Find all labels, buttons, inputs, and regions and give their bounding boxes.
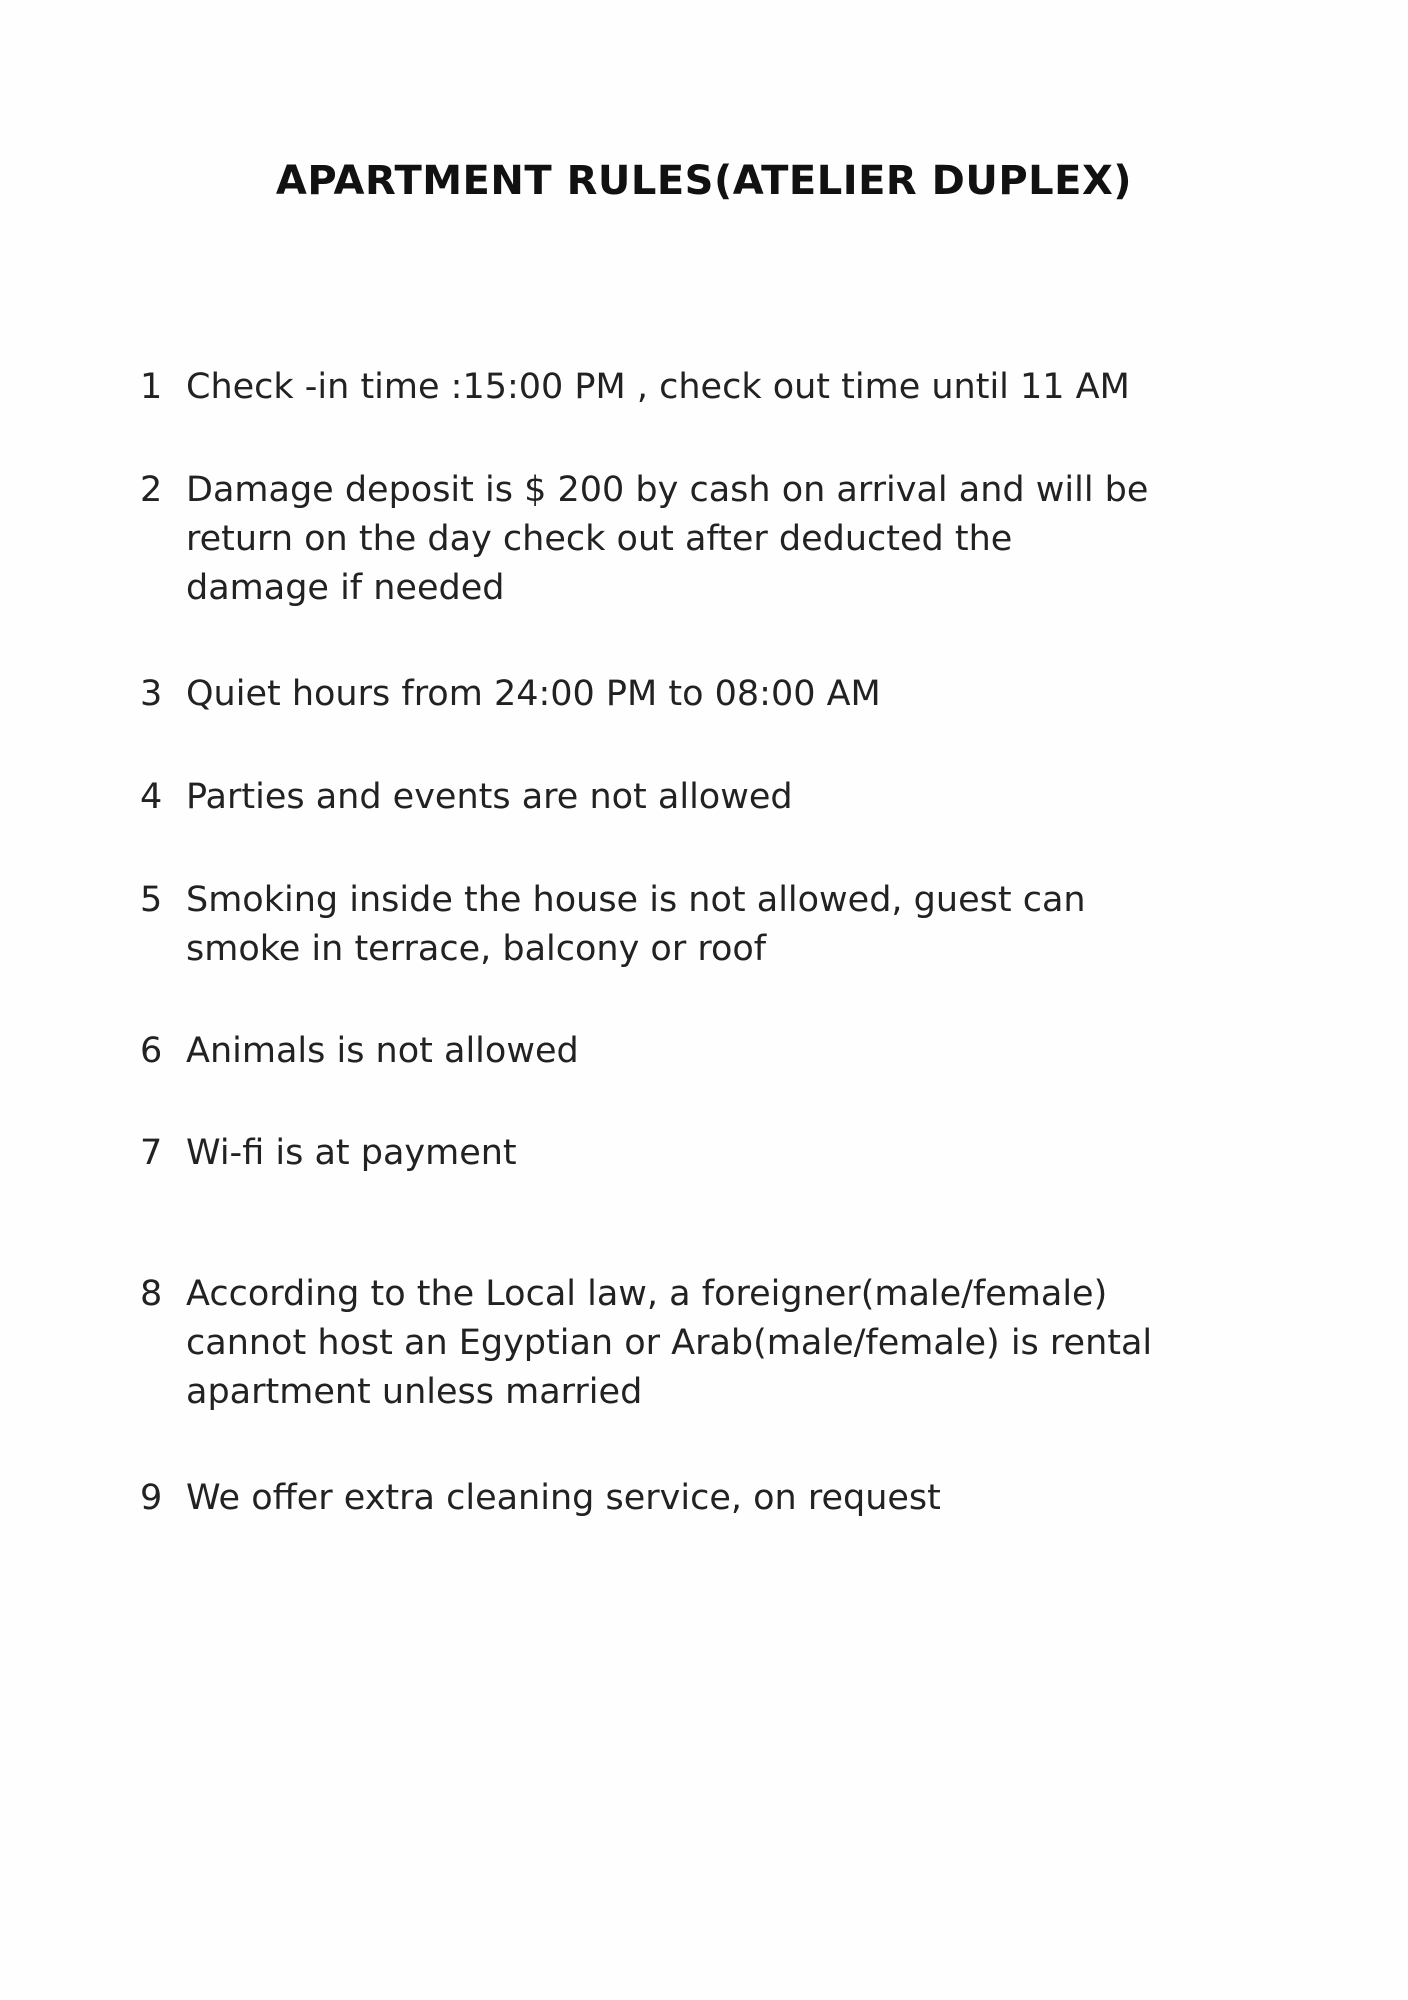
rule-text bbox=[186, 670, 1266, 719]
rule-number: 6 bbox=[140, 1031, 163, 1071]
rule-line: return on the day check out after deducted the bbox=[186, 519, 1013, 559]
rule-text bbox=[186, 1270, 1266, 1417]
rule-line: Quiet hours from 24:00 PM to 08:00 AM bbox=[186, 674, 881, 714]
rule-line: Animals is not allowed bbox=[186, 1031, 579, 1071]
rule-number: 5 bbox=[140, 880, 163, 920]
rule-line: Parties and events are not allowed bbox=[186, 777, 793, 817]
rule-text bbox=[186, 773, 1266, 822]
rule-number: 1 bbox=[140, 367, 163, 407]
rule-line: cannot host an Egyptian or Arab(male/female) is rental bbox=[186, 1323, 1153, 1363]
rule-text bbox=[186, 1129, 1266, 1178]
rule-line: smoke in terrace, balcony or roof bbox=[186, 929, 767, 969]
rule-text bbox=[186, 876, 1266, 974]
rule-text bbox=[186, 466, 1266, 613]
rule-text bbox=[186, 1474, 1266, 1523]
rule-line: Wi-fi is at payment bbox=[186, 1133, 517, 1173]
rule-text bbox=[186, 1027, 1266, 1076]
rule-number: 8 bbox=[140, 1274, 163, 1314]
rule-number: 2 bbox=[140, 470, 163, 510]
rule-text bbox=[186, 363, 1266, 412]
rule-number: 3 bbox=[140, 674, 163, 714]
rule-line: According to the Local law, a foreigner(male/female) bbox=[186, 1274, 1108, 1314]
rule-number: 4 bbox=[140, 777, 163, 817]
rule-line: Damage deposit is $ 200 by cash on arrival and will be bbox=[186, 470, 1149, 510]
rule-line: Smoking inside the house is not allowed, guest can bbox=[186, 880, 1086, 920]
rule-number: 7 bbox=[140, 1133, 163, 1173]
rule-line: We offer extra cleaning service, on request bbox=[186, 1478, 941, 1518]
document-title: APARTMENT RULES(ATELIER DUPLEX) bbox=[275, 158, 1133, 204]
rule-line: apartment unless married bbox=[186, 1372, 643, 1412]
rule-number: 9 bbox=[140, 1478, 163, 1518]
rule-line: Check -in time :15:00 PM , check out time until 11 AM bbox=[186, 367, 1130, 407]
rule-line: damage if needed bbox=[186, 568, 505, 608]
